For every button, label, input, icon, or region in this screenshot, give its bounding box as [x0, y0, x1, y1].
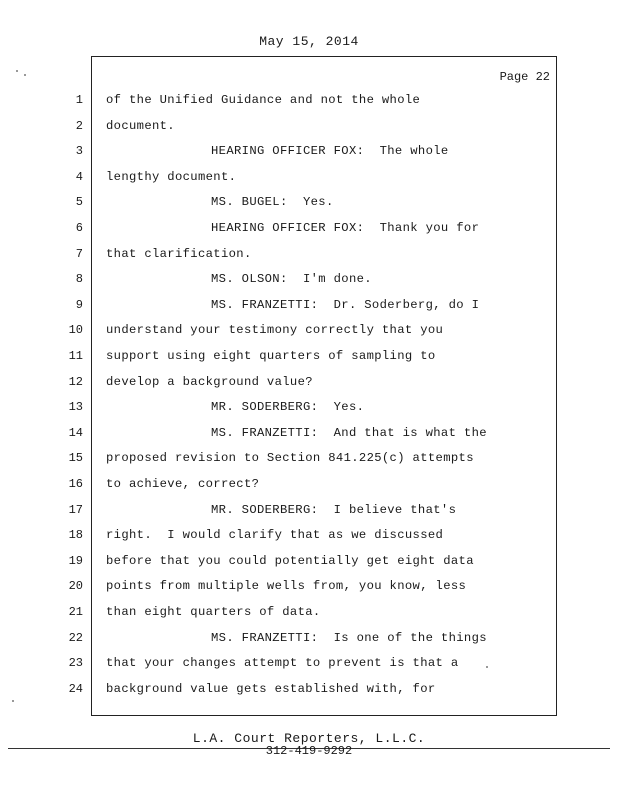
line-text: MS. FRANZETTI: And that is what the: [211, 425, 487, 440]
line-text: MS. BUGEL: Yes.: [211, 195, 334, 210]
transcript-line: [0, 294, 560, 318]
transcript-line: [0, 550, 560, 574]
line-text: HEARING OFFICER FOX: Thank you for: [211, 221, 480, 235]
line-text: develop a background value?: [106, 374, 313, 389]
transcript-line: [0, 345, 560, 369]
line-text: of the Unified Guidance and not the whole: [106, 93, 421, 107]
transcript-line: [0, 627, 560, 651]
line-number: 18: [68, 528, 83, 543]
transcript-line: [0, 575, 560, 599]
line-number: 6: [75, 221, 83, 235]
transcript-line: [0, 115, 560, 139]
transcript-line: [0, 319, 560, 343]
transcript-line: [0, 652, 560, 676]
transcript-line: [0, 499, 560, 523]
line-text: to achieve, correct?: [106, 477, 260, 491]
line-number: 24: [68, 681, 83, 696]
line-text: than eight quarters of data.: [106, 605, 321, 619]
transcript-line: [0, 447, 560, 471]
line-text: lengthy document.: [106, 169, 237, 184]
line-number: 12: [68, 374, 83, 389]
scan-speck: [486, 666, 488, 668]
line-text: document.: [106, 118, 175, 133]
transcript-line: [0, 243, 560, 267]
line-number: 10: [68, 323, 83, 338]
transcript-line: [0, 89, 560, 113]
transcript-line: [0, 473, 560, 497]
line-text: MS. FRANZETTI: Is one of the things: [211, 630, 487, 645]
line-text: that clarification.: [106, 246, 252, 261]
line-number: 14: [68, 425, 83, 440]
transcript-line: [0, 678, 560, 702]
scan-speck: [16, 70, 18, 72]
line-number: 4: [75, 169, 83, 184]
scan-speck: [12, 700, 14, 702]
line-number: 8: [75, 272, 83, 287]
line-text: MR. SODERBERG: I believe that's: [211, 502, 457, 517]
line-number: 1: [75, 93, 83, 107]
line-number: 16: [68, 477, 83, 491]
line-number: 21: [68, 605, 83, 619]
transcript-line: [0, 396, 560, 420]
line-number: 23: [68, 656, 83, 671]
line-number: 19: [68, 553, 83, 568]
line-number: 15: [68, 451, 83, 466]
line-number: 11: [68, 349, 83, 363]
transcript-line: [0, 217, 560, 241]
line-number: 17: [68, 502, 83, 517]
line-text: points from multiple wells from, you know, less: [106, 579, 467, 594]
page-number: Page 22: [499, 70, 550, 84]
transcript-line: [0, 140, 560, 164]
line-text: before that you could potentially get eight data: [106, 553, 474, 568]
transcript-line: [0, 166, 560, 190]
line-number: 5: [75, 195, 83, 210]
line-text: understand your testimony correctly that you: [106, 323, 444, 338]
line-number: 22: [68, 630, 83, 645]
line-text: proposed revision to Section 841.225(c) attempts: [106, 451, 474, 466]
line-text: support using eight quarters of sampling to: [106, 349, 436, 363]
line-number: 9: [75, 297, 83, 312]
scan-speck: [24, 74, 26, 76]
line-text: right. I would clarify that as we discussed: [106, 528, 444, 543]
line-number: 13: [68, 400, 83, 415]
line-text: MS. OLSON: I'm done.: [211, 272, 372, 287]
transcript-line: [0, 601, 560, 625]
line-number: 3: [75, 144, 83, 159]
line-text: MR. SODERBERG: Yes.: [211, 400, 365, 415]
line-text: background value gets established with, for: [106, 681, 436, 696]
line-number: 2: [75, 118, 83, 133]
line-text: that your changes attempt to prevent is that a: [106, 656, 459, 671]
transcript-line: [0, 371, 560, 395]
transcript-line: [0, 524, 560, 548]
line-number: 20: [68, 579, 83, 594]
footer-phone: 312-419-9292: [265, 744, 353, 758]
transcript-date: May 15, 2014: [259, 34, 359, 49]
transcript-line: [0, 422, 560, 446]
transcript-line: [0, 268, 560, 292]
transcript-line: [0, 191, 560, 215]
line-text: HEARING OFFICER FOX: The whole: [211, 144, 449, 159]
line-text: MS. FRANZETTI: Dr. Soderberg, do I: [211, 297, 480, 312]
footer-company: L.A. Court Reporters, L.L.C.: [192, 731, 426, 746]
line-number: 7: [75, 246, 83, 261]
